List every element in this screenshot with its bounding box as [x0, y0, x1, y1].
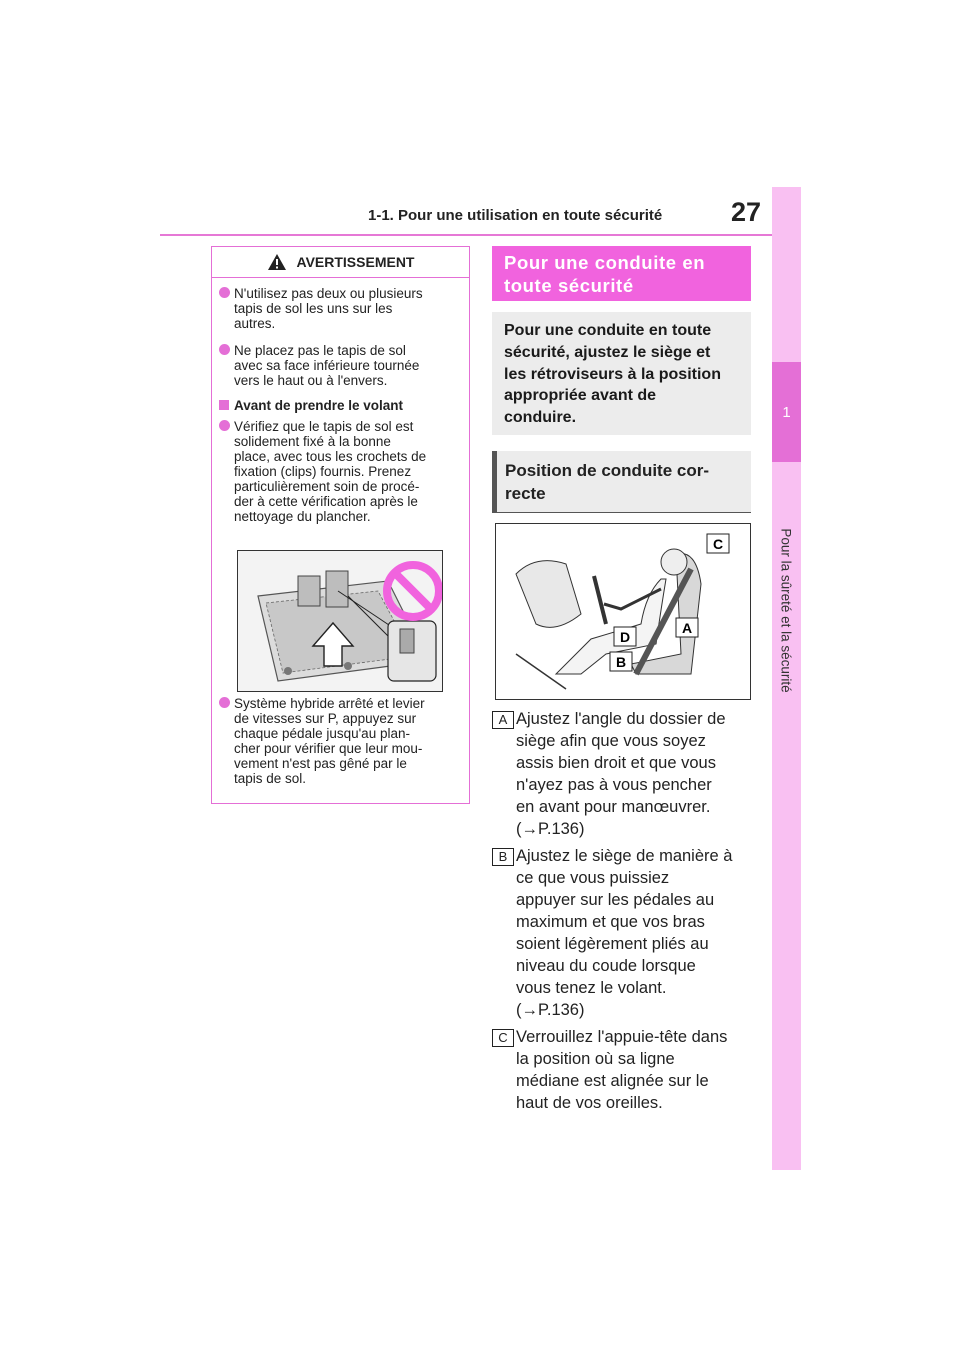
warning-box	[211, 246, 470, 804]
driving-position-illustration	[495, 523, 751, 700]
square-bullet-icon	[219, 400, 229, 410]
warning-line: Vérifiez que le tapis de sol est	[234, 419, 414, 434]
chapter-label	[772, 475, 801, 745]
warning-line: chaque pédale jusqu'au plan-	[234, 726, 410, 741]
item-line: Ajustez l'angle du dossier de	[516, 710, 726, 728]
item-line: ce que vous puissiez	[516, 869, 670, 887]
warning-line: N'utilisez pas deux ou plusieurs	[234, 286, 423, 301]
intro-line: appropriée avant de	[504, 387, 657, 405]
warning-line: Ne placez pas le tapis de sol	[234, 343, 406, 358]
warning-line: vement n'est pas gêné par le	[234, 756, 407, 771]
warning-line: place, avec tous les crochets de	[234, 449, 427, 464]
label-b: B	[615, 654, 627, 670]
warning-body	[212, 286, 469, 524]
instruction-item-b	[492, 845, 752, 1021]
warning-line: vers le haut ou à l'envers.	[234, 373, 388, 388]
item-line: la position où sa ligne	[516, 1050, 675, 1068]
subsection-bar	[492, 451, 497, 512]
item-letter-badge: B	[492, 848, 514, 866]
warning-line: der à cette vérification après le	[234, 494, 418, 509]
intro-line: Pour une conduite en toute	[504, 322, 712, 339]
item-line: Verrouillez l'appuie-tête dans	[516, 1028, 728, 1046]
subsection-heading-line: Position de conduite cor-	[505, 461, 710, 480]
header-divider	[160, 234, 772, 236]
warning-line: autres.	[234, 316, 276, 331]
item-line: médiane est alignée sur le	[516, 1072, 709, 1090]
warning-line: cher pour vérifier que leur mou-	[234, 741, 423, 756]
item-line: haut de vos oreilles.	[516, 1094, 663, 1112]
item-line: vous tenez le volant.	[516, 979, 667, 997]
floor-mat-illustration	[237, 550, 443, 692]
warning-line: tapis de sol les uns sur les	[234, 301, 393, 316]
warning-bullet	[218, 343, 463, 388]
intro-line: conduire.	[504, 409, 577, 427]
warning-line: particulièrement soin de procé-	[234, 479, 420, 494]
bullet-dot-icon	[219, 697, 230, 708]
bullet-dot-icon	[219, 420, 230, 431]
section-heading	[492, 246, 751, 301]
warning-line: solidement fixé à la bonne	[234, 434, 391, 449]
subsection-heading-line: recte	[505, 484, 546, 503]
section-heading-line: toute sécurité	[504, 275, 634, 296]
chapter-label-text: Pour la sûreté et la sécurité	[779, 527, 794, 693]
item-line: en avant pour manœuvrer.	[516, 798, 711, 816]
warning-line: avec sa face inférieure tournée	[234, 358, 420, 373]
warning-triangle-icon	[267, 253, 287, 271]
warning-line: tapis de sol.	[234, 771, 307, 786]
warning-subheading-text: Avant de prendre le volant	[234, 398, 404, 413]
warning-line: fixation (clips) fournis. Prenez	[234, 464, 412, 479]
intro-line: les rétroviseurs à la position	[504, 365, 721, 383]
instruction-item-c	[492, 1026, 752, 1114]
label-d: D	[619, 629, 631, 645]
item-line: maximum et que vos bras	[516, 913, 705, 931]
item-line: Ajustez le siège de manière à	[516, 847, 733, 865]
item-line: assis bien droit et que vous	[516, 754, 716, 772]
label-a: A	[681, 620, 693, 636]
bullet-dot-icon	[219, 344, 230, 355]
warning-title: AVERTISSEMENT	[296, 254, 415, 270]
section-heading-line: Pour une conduite en	[504, 252, 706, 273]
warning-bullet	[218, 696, 458, 786]
warning-bullet	[218, 286, 463, 331]
item-letter-badge: A	[492, 711, 514, 729]
warning-line: Système hybride arrêté et levier	[234, 696, 425, 711]
warning-line: nettoyage du plancher.	[234, 509, 371, 524]
label-c: C	[712, 536, 724, 552]
driver-seat-drawing	[496, 524, 750, 699]
item-line: (→P.136)	[516, 1001, 585, 1019]
warning-header	[212, 247, 469, 278]
intro-box	[492, 312, 751, 435]
page-number: 27	[731, 197, 762, 227]
subsection-heading	[492, 451, 751, 513]
section-header-title: 1-1. Pour une utilisation en toute sécurité	[368, 207, 663, 224]
bullet-dot-icon	[219, 287, 230, 298]
warning-bullet	[218, 419, 463, 524]
item-letter-badge: C	[492, 1029, 514, 1047]
floor-mat-drawing	[238, 551, 442, 691]
chapter-number-tab: 1	[772, 362, 801, 462]
warning-hybrid-section	[218, 696, 458, 786]
item-line: soient légèrement pliés au	[516, 935, 709, 953]
item-line: (→P.136)	[516, 820, 585, 838]
item-line: appuyer sur les pédales au	[516, 891, 715, 909]
instruction-item-a	[492, 708, 752, 840]
item-line: niveau du coude lorsque	[516, 957, 696, 975]
warning-line: de vitesses sur P, appuyez sur	[234, 711, 417, 726]
item-line: n'ayez pas à vous pencher	[516, 776, 712, 794]
intro-line: sécurité, ajustez le siège et	[504, 343, 711, 361]
item-line: siège afin que vous soyez	[516, 732, 706, 750]
warning-subheading	[218, 398, 463, 413]
